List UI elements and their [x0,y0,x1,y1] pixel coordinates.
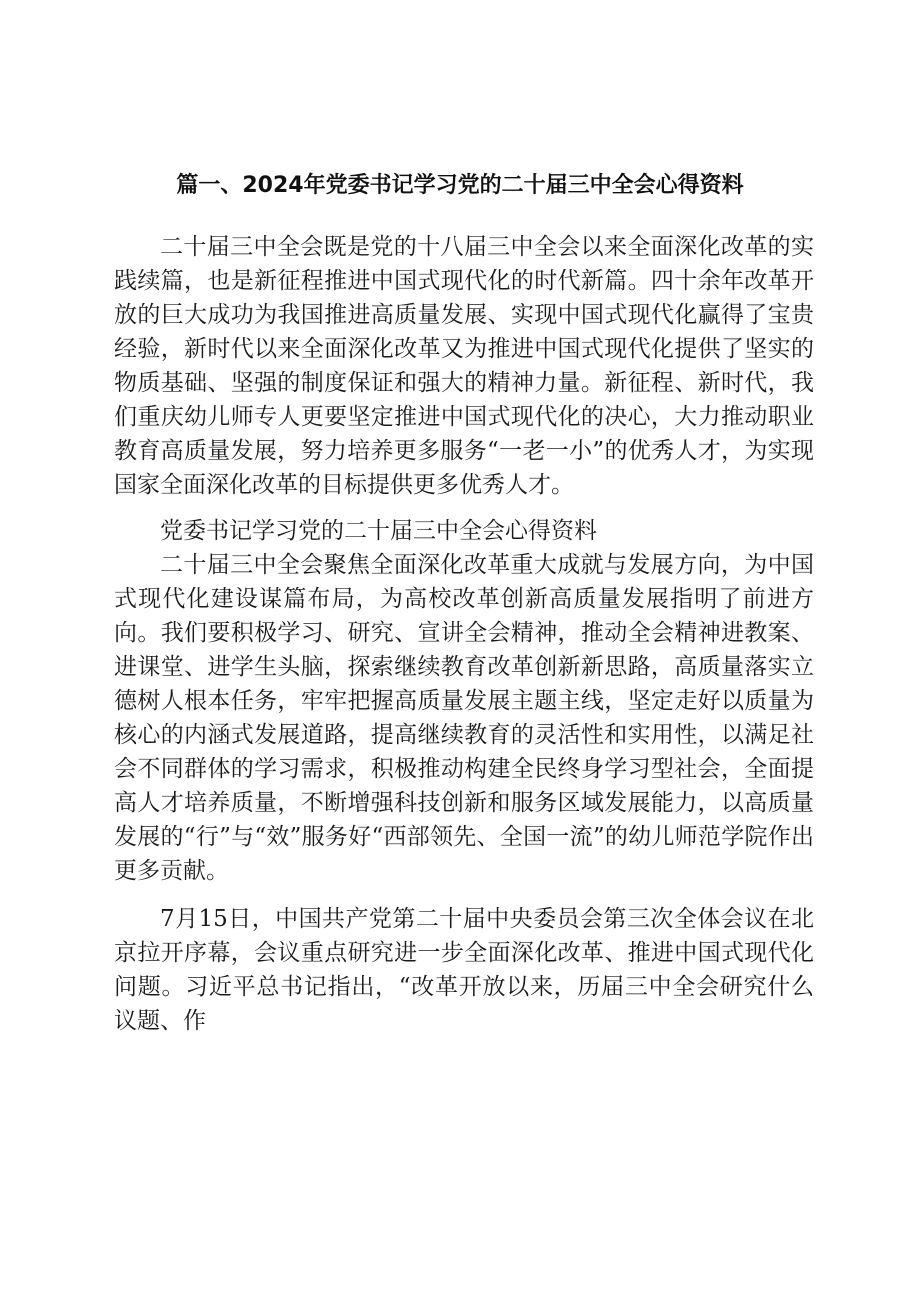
document-body [114,230,814,1038]
section-subheading: 党委书记学习党的二十届三中全会心得资料 [160,518,597,544]
document-title: 篇一、2024年党委书记学习党的二十届三中全会心得资料 [176,173,744,198]
paragraph-intro: 二十届三中全会既是党的十八届三中全会以来全面深化改革的实践续篇，也是新征程推进中国式现代化的时代新篇。四十余年改革开放的巨大成功为我国推进高质量发展、实现中国式现代化赢得了宝贵经验，新时代以来全面深化改革又为推进中国式现代化提供了坚实的物质基础、坚强的制度保证和强大的精神力量。新征程、新时代，我们重庆幼儿师专人更要坚定推进中国式现代化的决心，大力推动职业教育高质量发展，努力培养更多服务“一老一小”的优秀人才，为实现国家全面深化改革的目标提供更多优秀人才。 [114,234,814,498]
paragraph-plenum-opening: 7月15日，中国共产党第二十届中央委员会第三次全体会议在北京拉开序幕，会议重点研究进一步全面深化改革、推进中国式现代化问题。习近平总书记指出，“改革开放以来，历届三中全会研究什么议题、作 [114,906,814,1034]
paragraph-reform-direction: 二十届三中全会聚焦全面深化改革重大成就与发展方向，为中国式现代化建设谋篇布局，为高校改革创新高质量发展指明了前进方向。我们要积极学习、研究、宣讲全会精神，推动全会精神进教案、进课堂、进学生头脑，探索继续教育改革创新新思路，高质量落实立德树人根本任务，牢牢把握高质量发展主题主线，坚定走好以质量为核心的内涵式发展道路，提高继续教育的灵活性和实用性，以满足社会不同群体的学习需求，积极推动构建全民终身学习型社会，全面提高人才培养质量，不断增强科技创新和服务区域发展能力，以高质量发展的“行”与“效”服务好“西部领先、全国一流”的幼儿师范学院作出更多贡献。 [114,552,814,884]
